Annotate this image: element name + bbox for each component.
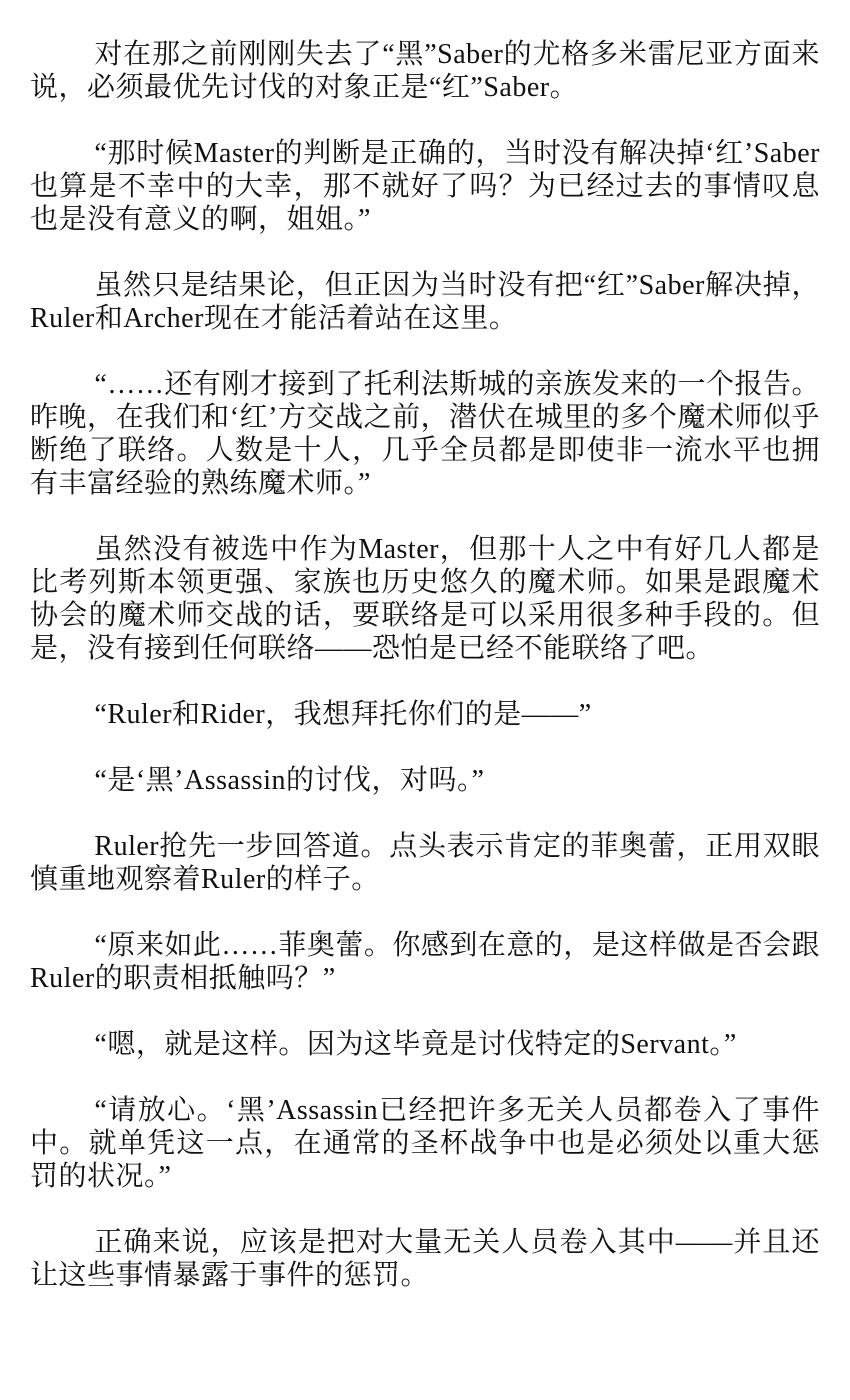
- paragraph-dialogue-3: “Ruler和Rider，我想拜托你们的是——”: [94, 699, 592, 730]
- paragraph-narration-2: 虽然只是结果论，但正因为当时没有把“红”Saber解决掉，Ruler和Archer现在才能活着站在这里。: [30, 270, 820, 334]
- paragraph-narration-1: 对在那之前刚刚失去了“黑”Saber的尤格多米雷尼亚方面来说，必须最优先讨伐的对象正是“红”Saber。: [30, 39, 820, 103]
- paragraph-dialogue-1: “那时候Master的判断是正确的，当时没有解决掉‘红’Saber也算是不幸中的大幸，那不就好了吗？为已经过去的事情叹息也是没有意义的啊，姐姐。”: [30, 138, 820, 235]
- paragraph-narration-4: Ruler抢先一步回答道。点头表示肯定的菲奥蕾，正用双眼慎重地观察着Ruler的样子。: [30, 831, 820, 895]
- paragraph-dialogue-5: “原来如此……菲奥蕾。你感到在意的，是这样做是否会跟Ruler的职责相抵触吗？”: [30, 930, 820, 994]
- paragraph-dialogue-7: “请放心。‘黑’Assassin已经把许多无关人员都卷入了事件中。就单凭这一点，在通常的圣杯战争中也是必须处以重大惩罚的状况。”: [30, 1095, 820, 1192]
- paragraph-dialogue-6: “嗯，就是这样。因为这毕竟是讨伐特定的Servant。”: [94, 1029, 737, 1060]
- paragraph-dialogue-4: “是‘黑’Assassin的讨伐，对吗。”: [94, 765, 485, 796]
- paragraph-narration-5: 正确来说，应该是把对大量无关人员卷入其中——并且还让这些事情暴露于事件的惩罚。: [30, 1227, 820, 1291]
- paragraph-narration-3: 虽然没有被选中作为Master，但那十人之中有好几人都是比考列斯本领更强、家族也历史悠久的魔术师。如果是跟魔术协会的魔术师交战的话，要联络是可以采用很多种手段的。但是，没有接到任何联络——恐怕是已经不能联络了吧。: [30, 534, 820, 664]
- paragraph-dialogue-2: “……还有刚才接到了托利法斯城的亲族发来的一个报告。昨晚，在我们和‘红’方交战之前，潜伏在城里的多个魔术师似乎断绝了联络。人数是十人，几乎全员都是即使非一流水平也拥有丰富经验的熟练魔术师。”: [30, 369, 820, 499]
